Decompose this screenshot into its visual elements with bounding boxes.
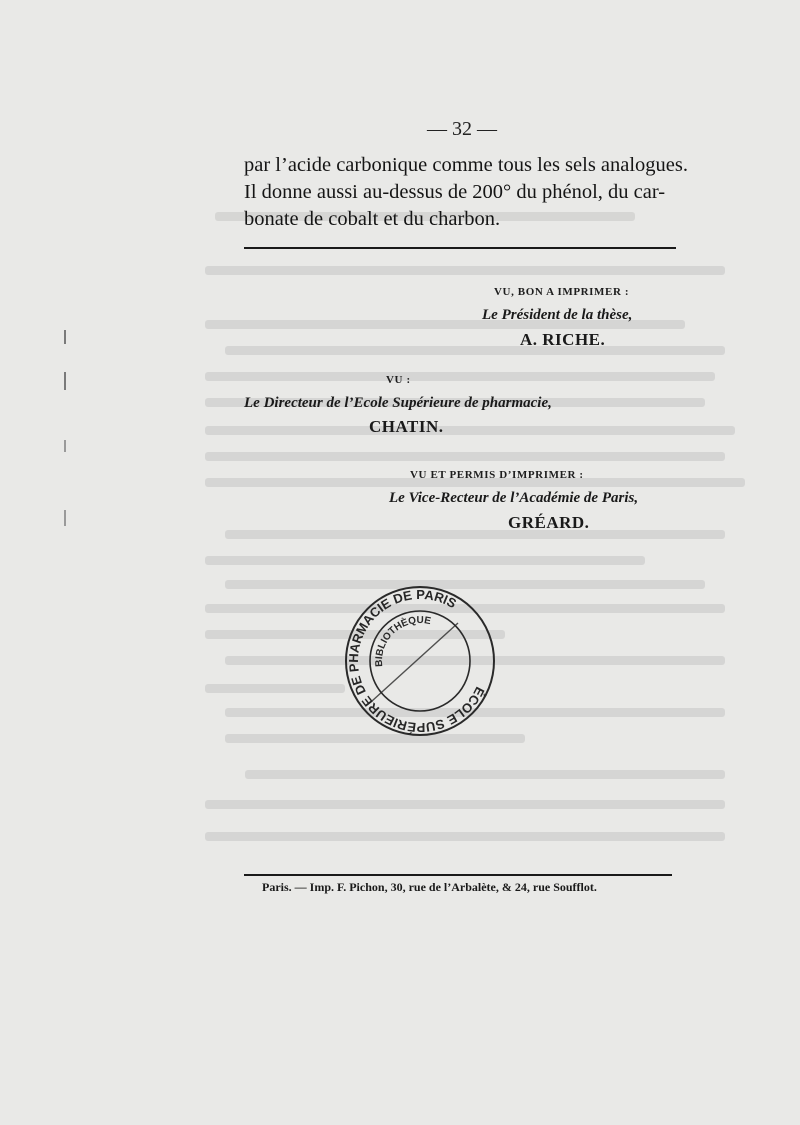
president-name: A. RICHE. bbox=[520, 330, 606, 349]
top-divider bbox=[244, 247, 676, 249]
vu-bon-label: VU, BON A IMPRIMER : bbox=[494, 286, 630, 298]
vice-rector-title: Le Vice-Recteur de l’Académie de Paris, bbox=[389, 490, 639, 506]
president-title: Le Président de la thèse, bbox=[482, 307, 633, 323]
stamp-inner-text: BIBLIOTHÈQUE bbox=[373, 614, 432, 668]
printer-imprint: Paris. — Imp. F. Pichon, 30, rue de l’Arbalète, & 24, rue Soufflot. bbox=[262, 880, 597, 894]
vu-permis-label: VU ET PERMIS D’IMPRIMER : bbox=[410, 469, 584, 481]
vu-label: VU : bbox=[386, 374, 411, 386]
body-line: bonate de cobalt et du charbon. bbox=[244, 208, 501, 230]
library-stamp bbox=[342, 583, 498, 739]
margin-marks bbox=[62, 330, 68, 530]
body-paragraph bbox=[244, 152, 689, 233]
bottom-divider bbox=[244, 874, 672, 876]
body-line: par l’acide carbonique comme tous les sels analogues. bbox=[244, 154, 689, 176]
body-line: Il donne aussi au-dessus de 200° du phénol, du car- bbox=[244, 181, 666, 203]
director-name: CHATIN. bbox=[369, 417, 444, 436]
vice-rector-name: GRÉARD. bbox=[508, 513, 590, 532]
page-number: — 32 — bbox=[427, 118, 497, 140]
stamp-outer-text: ÉCOLE SUPÉRIEURE DE PHARMACIE DE PARIS bbox=[345, 586, 488, 736]
director-title: Le Directeur de l’Ecole Supérieure de pharmacie, bbox=[244, 395, 552, 411]
svg-text:ÉCOLE SUPÉRIEURE DE PHARMACIE bbox=[342, 583, 498, 739]
show-through-texture bbox=[205, 200, 745, 900]
